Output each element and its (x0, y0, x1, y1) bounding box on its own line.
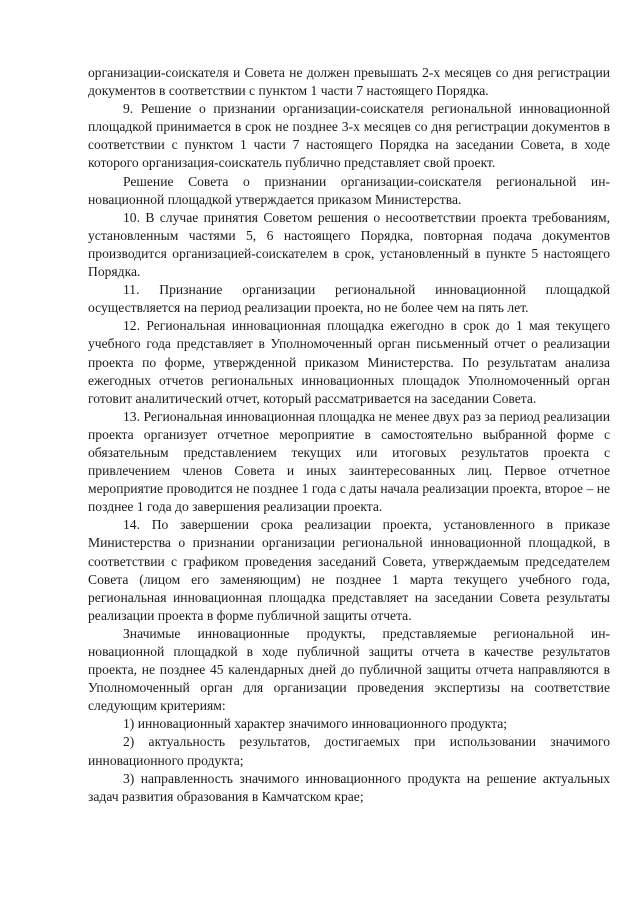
criterion-2: 2) актуальность результатов, достигаемых при использовании значимого инновационного продукта; (88, 734, 610, 768)
document-page (88, 64, 610, 806)
paragraph-council-decision: Решение Совета о признании организации-соискателя региональной инновационной площадкой утверждается приказом Министерства. (88, 173, 610, 207)
criterion-3: 3) направленность значимого инновационного продукта на решение актуальных задач развития образования в Камчатском крае; (88, 770, 610, 804)
paragraph-continuation: организации-соискателя и Совета не должен превышать 2-х месяцев со дня регистрации документов в соответствии с пунктом 1 части 7 настоящего Порядка. (88, 65, 610, 99)
paragraph-item-11: 11. Признание организации региональной инновационной площадкой осуществляется на период реализации проекта, но не более чем на пять лет. (88, 282, 610, 316)
paragraph-item-12: 12. Региональная инновационная площадка ежегодно в срок до 1 мая текущего учебного года представляет в Уполномоченный орган письменный отчет о реализации проекта по форме, утвержденной приказом Министерства. По результатам анализа ежегодных отчетов региональных инновационных площадок Уполномоченный орган готовит аналитический отчет, который рассматривается на заседании Совета. (88, 318, 610, 406)
paragraph-innovative-products: Значимые инновационные продукты, представляемые региональной инновационной площадкой в ходе публичной защиты отчета в качестве результатов проекта, не позднее 45 календарных дней до публичной защиты отчета направляются в Уполномоченный орган для организации проведения экспертизы на соответствие следующим критериям: (88, 625, 610, 714)
paragraph-item-14: 14. По завершении срока реализации проекта, установленного в приказе Министерства о признании организации региональной инновационной площадкой, в соответствии с графиком проведения заседаний Совета, утверждаемым председателем Совета (лицом его заменяющим) не позднее 1 марта текущего учебного года, региональная инновационная площадка представляет на заседании Совета результаты реализации проекта в форме публичной защиты отчета. (88, 517, 610, 623)
paragraph-item-10: 10. В случае принятия Советом решения о несоответствии проекта требованиям, установленным частями 5, 6 настоящего Порядка, повторная подача документов производится организацией-соискателем в срок, установленный в пункте 5 настоящего Порядка. (88, 209, 610, 280)
paragraph-item-9: 9. Решение о признании организации-соискателя региональной инновационной площадкой принимается в срок не позднее 3-х месяцев со дня регистрации документов в соответствии с пунктом 1 части 7 настоящего Порядка на заседании Совета, в ходе которого организация-соискатель публично представляет свой проект. (88, 101, 610, 171)
paragraph-item-13: 13. Региональная инновационная площадка не менее двух раз за период реализации проекта организует отчетное мероприятие в самостоятельно выбранной форме с обязательным представлением текущих или итоговых результатов проекта с привлечением членов Совета и иных заинтересованных лиц. Первое отчетное мероприятие проводится не позднее 1 года с даты начала реализации проекта, второе – не позднее 1 года до завершения реализации проекта. (88, 408, 610, 515)
criterion-1: 1) инновационный характер значимого инновационного продукта; (123, 716, 508, 732)
